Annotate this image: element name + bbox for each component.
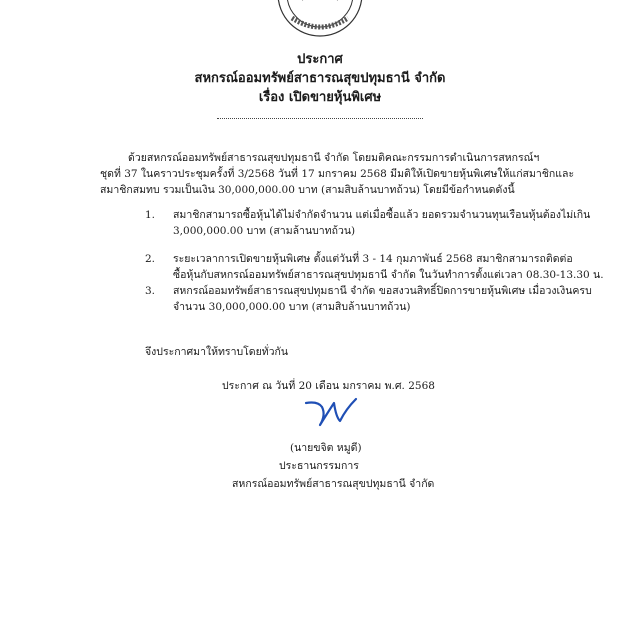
organization-title: สหกรณ์ออมทรัพย์สาธารณสุขปทุมธานี จำกัด [194,71,446,86]
condition-number: 2. [145,253,156,265]
intro-line: สมาชิกสมทบ รวมเป็นเงิน 30,000,000.00 บาท (สามสิบล้านบาทถ้วน) โดยมีข้อกำหนดดังนี้ [100,184,515,196]
intro-line: ด้วยสหกรณ์ออมทรัพย์สาธารณสุขปทุมธานี จำกัด โดยมติคณะกรรมการดำเนินการสหกรณ์ฯ [128,152,540,164]
signatory-organization: สหกรณ์ออมทรัพย์สาธารณสุขปทุมธานี จำกัด [232,478,435,490]
condition-line: จำนวน 30,000,000.00 บาท (สามสิบล้านบาทถ้วน) [173,301,411,313]
condition-line: ซื้อหุ้นกับสหกรณ์ออมทรัพย์สาธารณสุขปทุมธานี จำกัด ในวันทำการตั้งแต่เวลา 08.30-13.30 น. [173,269,604,281]
intro-line: ชุดที่ 37 ในคราวประชุมครั้งที่ 3/2568 วันที่ 17 มกราคม 2568 มีมติให้เปิดขายหุ้นพิเศษให้แก่สมาชิกและ [100,168,575,180]
signatory-name: (นายขจิต หมูดี) [290,442,362,454]
condition-line: สหกรณ์ออมทรัพย์สาธารณสุขปทุมธานี จำกัด ขอสงวนสิทธิ์ปิดการขายหุ้นพิเศษ เมื่อวงเงินครบ [173,285,592,297]
condition-number: 3. [145,285,156,297]
signatory-position: ประธานกรรมการ [279,460,359,472]
condition-line: 3,000,000.00 บาท (สามล้านบาทถ้วน) [173,225,356,237]
announcement-heading: ประกาศ [297,52,343,67]
handwritten-signature [300,395,360,433]
subject-title: เรื่อง เปิดขายหุ้นพิเศษ [258,90,382,105]
condition-line: ระยะเวลาการเปิดขายหุ้นพิเศษ ตั้งแต่วันที่ 3 - 14 กุมภาพันธ์ 2568 สมาชิกสามารถติดต่อ [173,253,573,265]
condition-line: สมาชิกสามารถซื้อหุ้นได้ไม่จำกัดจำนวน แต่เมื่อซื้อแล้ว ยอดรวมจำนวนทุนเรือนหุ้นต้องไม่เกิน [173,209,591,221]
dotted-divider [217,118,423,119]
closing-statement: จึงประกาศมาให้ทราบโดยทั่วกัน [145,346,289,358]
cooperative-seal-logo [272,0,368,40]
intro-paragraph [100,150,620,198]
announcement-date: ประกาศ ณ วันที่ 20 เดือน มกราคม พ.ศ. 2568 [222,380,435,392]
condition-number: 1. [145,209,156,221]
